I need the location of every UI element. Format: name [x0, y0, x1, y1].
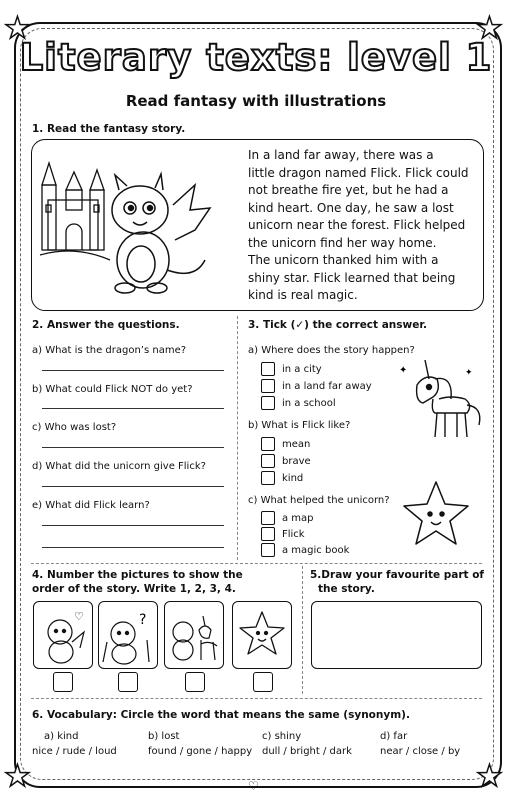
section2-heading: 2. Answer the questions. [32, 319, 180, 331]
column-divider [237, 316, 238, 560]
story-line: In a land far away, there was a [248, 148, 434, 162]
vocab-choices[interactable]: nice / rude / loud [32, 746, 117, 757]
dragon-icon [95, 160, 215, 300]
vocab-word: d) far [380, 731, 408, 742]
number-box[interactable] [185, 672, 205, 692]
section5-heading-line2: the story. [318, 583, 375, 595]
vocab-choices[interactable]: near / close / by [380, 746, 461, 757]
svg-text:?: ? [139, 612, 147, 628]
dragon-icon [99, 602, 157, 668]
dragon-icon [34, 602, 92, 668]
story-line: kind heart. One day, he saw a lost [248, 200, 454, 215]
option-label: mean [282, 439, 311, 450]
answer-line[interactable] [42, 447, 224, 448]
question-a: a) What is the dragon’s name? [32, 345, 187, 356]
svg-text:♡: ♡ [74, 610, 84, 623]
smiling-star-icon [400, 478, 472, 548]
section1-heading: 1. Read the fantasy story. [32, 123, 186, 135]
answer-line[interactable] [42, 370, 224, 371]
story-picture-4 [232, 601, 292, 669]
star-icon: ★ [476, 11, 503, 46]
story-line: kind is real magic. [248, 288, 358, 302]
vocab-word: a) kind [44, 731, 79, 742]
answer-line[interactable] [42, 547, 224, 548]
story-line: The unicorn thanked him with a [248, 253, 439, 267]
question-e: e) What did Flick learn? [32, 500, 150, 511]
question-b: b) What could Flick NOT do yet? [32, 384, 193, 395]
page-title: Literary texts: level 1 [19, 36, 493, 79]
story-picture-2 [98, 601, 158, 669]
section4-heading-line1: 4. Number the pictures to show the [32, 569, 243, 581]
heart-icon: ♡ [248, 779, 259, 793]
checkbox[interactable] [261, 471, 275, 485]
question-d: d) What did the unicorn give Flick? [32, 461, 206, 472]
section5-heading-line1: 5.Draw your favourite part of [310, 569, 484, 581]
answer-line[interactable] [42, 408, 224, 409]
story-line: little dragon named Flick. Flick could [248, 165, 469, 180]
story-text [248, 147, 476, 305]
story-line: unicorn near the forest. Flick helped [248, 218, 466, 232]
option-label: a map [282, 513, 314, 524]
answer-line[interactable] [42, 525, 224, 526]
star-icon: ★ [4, 759, 31, 794]
vocab-word: b) lost [148, 731, 180, 742]
page-subtitle: Read fantasy with illustrations [125, 92, 387, 110]
section4-heading-line2: order of the story. Write 1, 2, 3, 4. [32, 583, 236, 595]
question-c: c) Who was lost? [32, 422, 117, 433]
checkbox[interactable] [261, 379, 275, 393]
section3-heading: 3. Tick (✓) the correct answer. [248, 319, 428, 331]
vocab-choices[interactable]: dull / bright / dark [262, 746, 352, 757]
section-divider [31, 698, 482, 699]
number-box[interactable] [118, 672, 138, 692]
column-divider [302, 566, 303, 694]
story-line: not breathe fire yet, but he had a [248, 183, 449, 197]
unicorn-icon [165, 602, 223, 668]
svg-text:✦: ✦ [399, 365, 408, 376]
checkbox[interactable] [261, 527, 275, 541]
smiling-star-icon [233, 602, 291, 668]
star-icon: ★ [4, 11, 31, 46]
tick-question-a: a) Where does the story happen? [248, 345, 415, 356]
number-box[interactable] [53, 672, 73, 692]
section6-heading: 6. Vocabulary: Circle the word that means the same (synonym). [32, 709, 410, 721]
checkbox[interactable] [261, 437, 275, 451]
option-label: in a city [282, 364, 322, 375]
checkbox[interactable] [261, 396, 275, 410]
svg-text:✦: ✦ [465, 368, 473, 378]
unicorn-icon [395, 355, 485, 455]
answer-line[interactable] [42, 486, 224, 487]
checkbox[interactable] [261, 543, 275, 557]
option-label: brave [282, 456, 311, 467]
option-label: in a school [282, 398, 336, 409]
option-label: Flick [282, 529, 305, 540]
checkbox[interactable] [261, 454, 275, 468]
option-label: in a land far away [282, 381, 372, 392]
option-label: a magic book [282, 545, 350, 556]
story-picture-3 [164, 601, 224, 669]
drawing-area[interactable] [311, 601, 482, 669]
star-icon: ★ [476, 759, 503, 794]
vocab-word: c) shiny [262, 731, 302, 742]
tick-question-c: c) What helped the unicorn? [248, 495, 390, 506]
tick-question-b: b) What is Flick like? [248, 420, 351, 431]
story-line: the unicorn find her way home. [248, 235, 437, 250]
checkbox[interactable] [261, 511, 275, 525]
checkbox[interactable] [261, 362, 275, 376]
story-picture-1 [33, 601, 93, 669]
number-box[interactable] [253, 672, 273, 692]
section-divider [31, 563, 482, 564]
story-line: shiny star. Flick learned that being [248, 270, 456, 285]
vocab-choices[interactable]: found / gone / happy [148, 746, 253, 757]
option-label: kind [282, 473, 304, 484]
